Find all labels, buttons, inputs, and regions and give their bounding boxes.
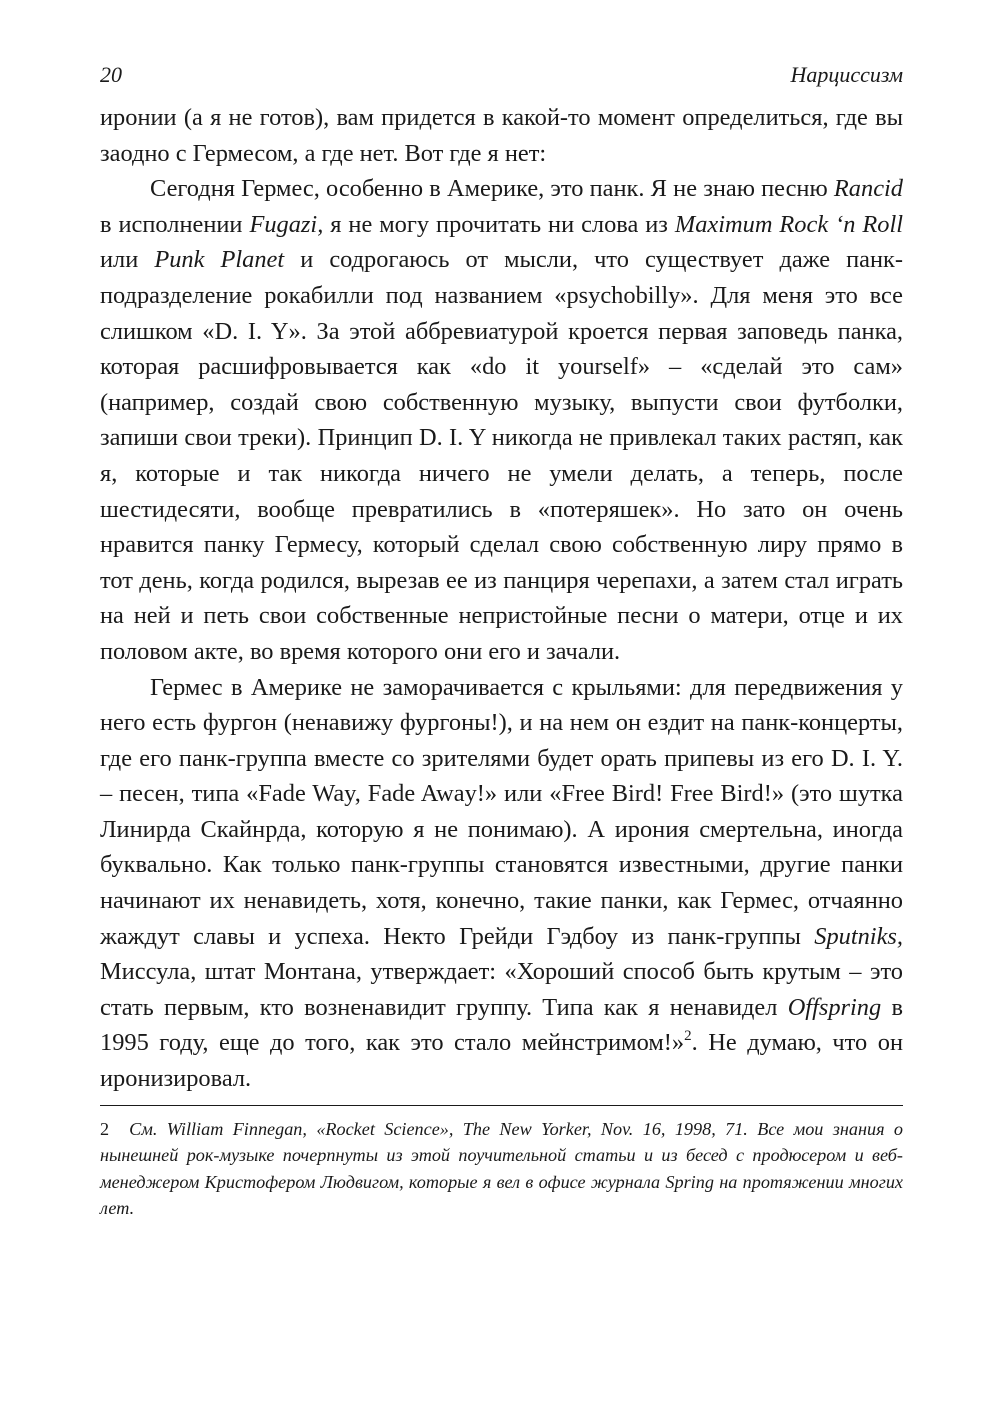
- paragraph-1: [100, 100, 903, 171]
- footnote-text: См. William Finnegan, «Rocket Science», The New Yorker, Nov. 16, 1998, 71. Все мои знания о нынешней рок-музыке почерпнуты из этой поучительной статьи и из бесед с продюсером и веб-менеджером Кристофером Людвигом, которые я вел в офисе журнала Spring на протяжении многих лет.: [100, 1118, 903, 1219]
- book-page: [100, 62, 903, 1222]
- text-run: . Не думаю, что он иронизировал.: [100, 1029, 903, 1093]
- text-run: Сегодня Гермес, особенно в Америке, это панк. Я не знаю песню: [150, 175, 834, 203]
- main-text: [100, 100, 903, 1097]
- paragraph-2: [100, 171, 903, 669]
- italic-band-name: Offspring: [787, 993, 882, 1021]
- italic-band-name: Rancid: [833, 175, 903, 203]
- text-run: Миссула, штат Монтана, утверждает: «Хороший способ быть крутым – это стать первым, кто возненавидит группу. Типа как я ненавидел: [100, 958, 903, 1021]
- italic-band-name: Fugazi,: [249, 210, 324, 238]
- text-run: или: [100, 246, 155, 274]
- paragraph-3: [100, 670, 903, 1097]
- italic-band-name: Sputniks,: [814, 922, 903, 950]
- running-header: [100, 62, 903, 92]
- paragraph-1-text: иронии (а я не готов), вам придется в какой-то момент определиться, где вы заодно с Гермесом, а где нет. Вот где я нет:: [100, 104, 903, 167]
- text-run: в 1995 году, еще до того, как это стало мейнстримом!»: [100, 993, 903, 1057]
- text-run: в исполнении: [100, 210, 250, 238]
- text-run: я не могу прочитать ни слова из: [323, 210, 675, 238]
- footnote-reference[interactable]: 2: [684, 1028, 692, 1045]
- page-number: 20: [100, 62, 122, 87]
- text-run: и содрогаюсь от мысли, что существует даже панк-подразделение рокабилли под названием «psychobilly». Для меня это все слишком «D. I. Y». За этой аббревиатурой кроется первая заповедь панка, которая расшифровывается как «do it yourself» – «сделай это сам» (например, создай свою собственную музыку, выпусти свои футболки, запиши свои треки). Принцип D. I. Y никогда не привлекал таких растяп, как я, которые и так никогда ничего не умели делать, а теперь, после шестидесяти, вообще превратились в «потеряшек». Но зато он очень нравится панку Гермесу, который сделал свою собственную лиру прямо в тот день, когда родился, вырезав ее из панциря черепахи, а затем стал играть на ней и петь свои собственные непристойные песни о матери, отце и их половом акте, во время которого они его и зачали.: [100, 246, 903, 665]
- running-title: Нарциссизм: [790, 62, 903, 87]
- footnote: [100, 1105, 903, 1222]
- footnote-number: 2: [100, 1118, 110, 1139]
- italic-magazine-name: Maximum Rock ‘n Roll: [674, 210, 904, 238]
- italic-magazine-name: Punk Planet: [154, 246, 285, 274]
- text-run: Гермес в Америке не заморачивается с крыльями: для передвижения у него есть фургон (ненавижу фургоны!), и на нем он ездит на панк-концерты, где его панк-группа вместе со зрителями будет орать припевы из его D. I. Y. – песен, типа «Fade Way, Fade Away!» или «Free Bird! Free Bird!» (это шутка Линирда Скайнрда, которую я не понимаю). А ирония смертельна, иногда буквально. Как только панк-группы становятся известными, другие панки начинают их ненавидеть, хотя, конечно, такие панки, как Гермес, отчаянно жаждут славы и успеха. Некто Грейди Гэдбоу из панк-группы: [100, 673, 903, 950]
